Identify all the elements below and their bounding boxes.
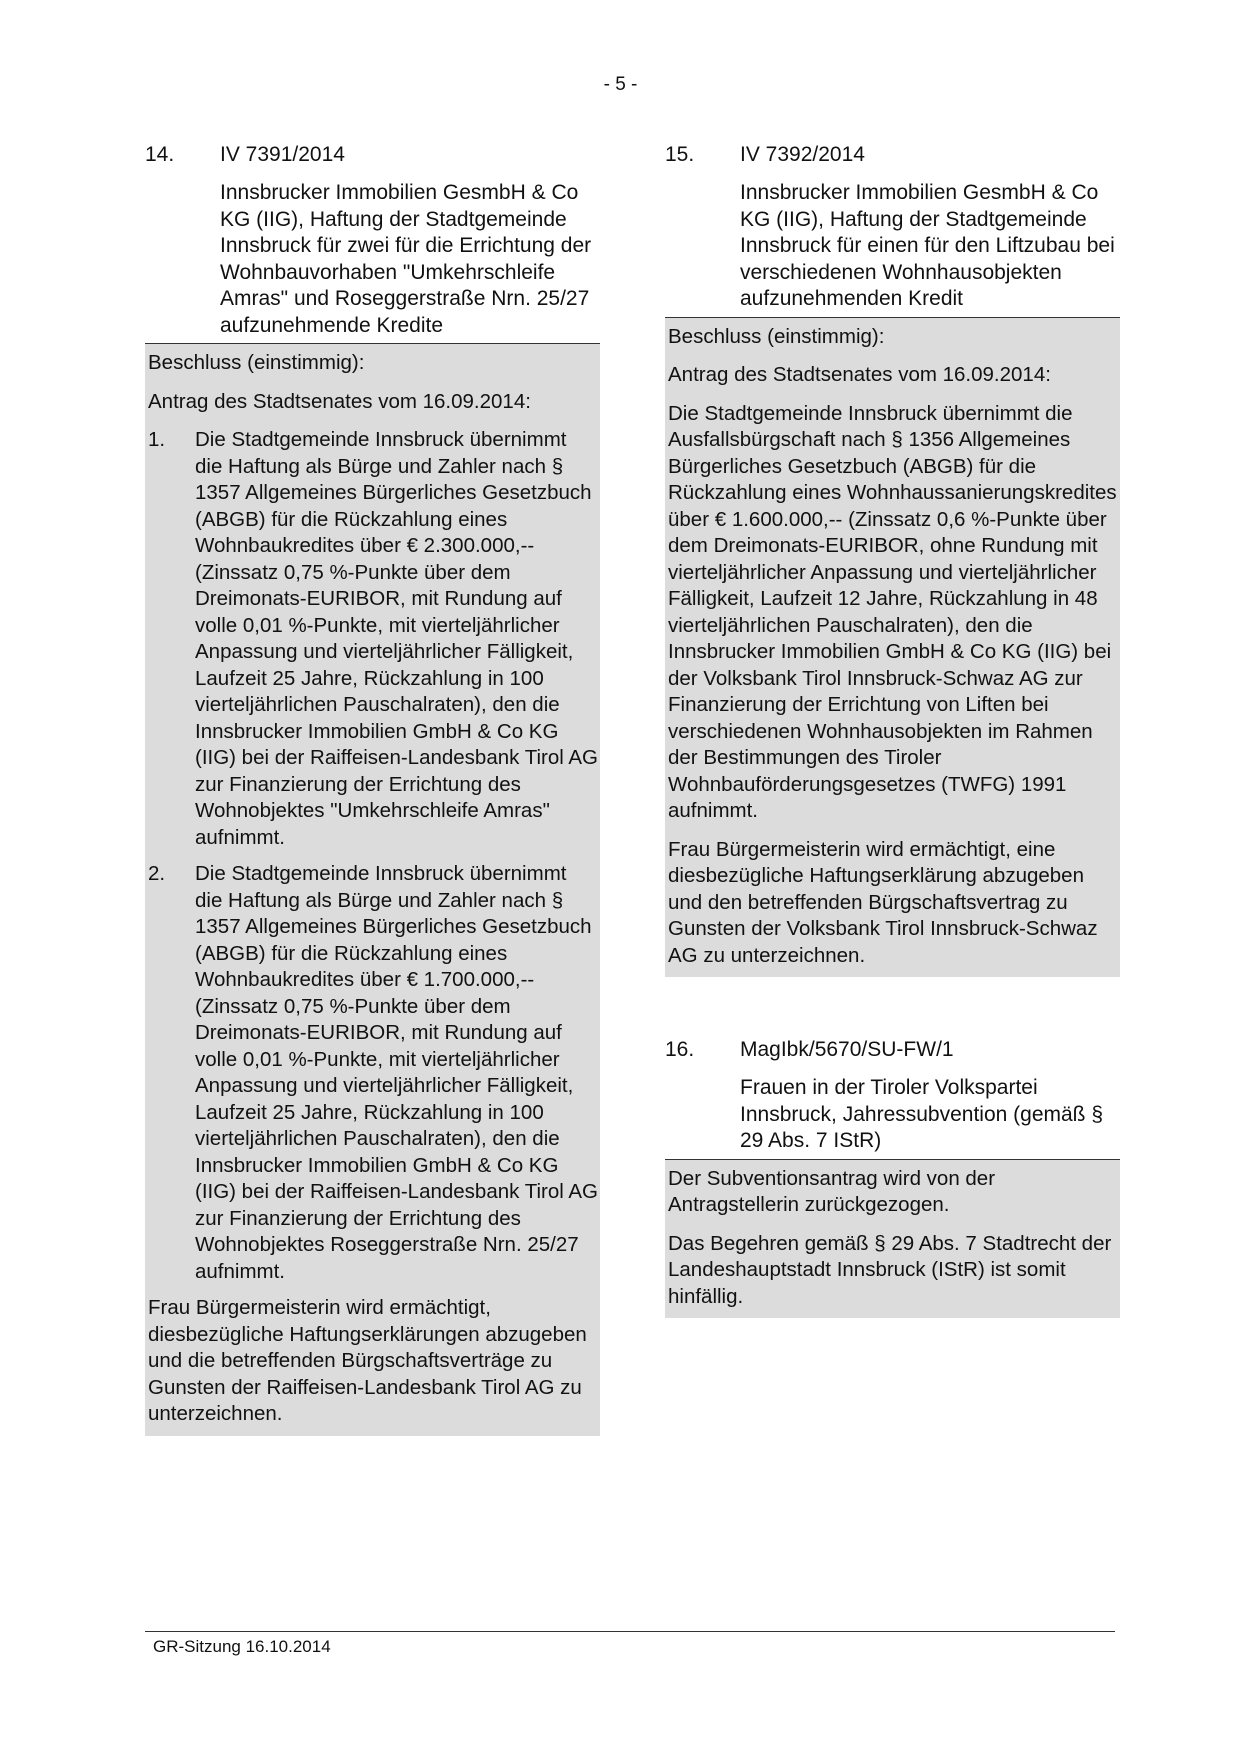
item-15-header xyxy=(665,142,1120,168)
right-column xyxy=(665,142,1120,1318)
closing-text: Frau Bürgermeisterin wird ermächtigt, eine diesbezügliche Haftungserklärung abzugeben und den betreffenden Bürgschaftsvertrag zu Gunsten der Volksbank Tirol Innsbruck-Schwaz AG zu unterzeichnen. xyxy=(668,837,1098,967)
list-number: 2. xyxy=(148,862,166,885)
motion-label: Antrag des Stadtsenates vom 16.09.2014: xyxy=(668,363,1051,386)
item-reference: IV 7391/2014 xyxy=(220,143,345,166)
item-reference: MagIbk/5670/SU-FW/1 xyxy=(740,1038,954,1061)
page-number: - 5 - xyxy=(603,74,638,95)
body-text: Der Subventionsantrag wird von der Antragstellerin zurückgezogen. xyxy=(668,1166,996,1216)
decision-label: Beschluss (einstimmig): xyxy=(148,351,365,374)
body-text: Das Begehren gemäß § 29 Abs. 7 Stadtrecht der Landeshauptstadt Innsbruck (IStR) ist somit hinfällig. xyxy=(668,1231,1112,1308)
motion-label: Antrag des Stadtsenates vom 16.09.2014: xyxy=(148,389,531,413)
item-14-header xyxy=(145,142,600,168)
list-item xyxy=(148,861,598,1285)
footer-text: GR-Sitzung 16.10.2014 xyxy=(153,1637,331,1656)
item-14-subject: Innsbrucker Immobilien GesmbH & Co KG (IIG), Haftung der Stadtgemeinde Innsbruck für zwei für die Errichtung der Wohnbauvorhaben "Umkehrschleife Amras" und Roseggerstraße Nrn. 25/27 aufzunehmende Kredite xyxy=(220,181,592,337)
list-number: 1. xyxy=(148,428,166,451)
item-16-decision-box xyxy=(665,1160,1120,1319)
closing-text: Frau Bürgermeisterin wird ermächtigt, diesbezügliche Haftungserklärungen abzugeben und die betreffenden Bürgschaftsverträge zu Gunsten der Raiffeisen-Landesbank Tirol AG zu unterzeichnen. xyxy=(148,1296,587,1425)
item-16-subject: Frauen in der Tiroler Volkspartei Innsbruck, Jahressubvention (gemäß § 29 Abs. 7 IStR) xyxy=(740,1076,1104,1152)
decision-label: Beschluss (einstimmig): xyxy=(668,324,885,348)
list-text: Die Stadtgemeinde Innsbruck übernimmt die Haftung als Bürge und Zahler nach § 1357 Allgemeines Bürgerliches Gesetzbuch (ABGB) für die Rückzahlung eines Wohnbaukredites über € 2.300.000,-- (Zinssatz 0,75 %-Punkte über dem Dreimonats-EURIBOR, mit Rundung auf volle 0,01 %-Punkte, mit vierteljährlicher Anpassung und vierteljährlicher Fälligkeit, Laufzeit 25 Jahre, Rückzahlung in 100 vierteljährlichen Pauschalraten), den die Innsbrucker Immobilien GmbH & Co KG (IIG) bei der Raiffeisen-Landesbank Tirol AG zur Finanzierung der Errichtung des Wohnobjektes "Umkehrschleife Amras" aufnimmt. xyxy=(195,428,598,849)
list-text: Die Stadtgemeinde Innsbruck übernimmt die Haftung als Bürge und Zahler nach § 1357 Allgemeines Bürgerliches Gesetzbuch (ABGB) für die Rückzahlung eines Wohnbaukredites über € 1.700.000,-- (Zinssatz 0,75 %-Punkte über dem Dreimonats-EURIBOR, mit Rundung auf volle 0,01 %-Punkte, mit vierteljährlicher Anpassung und vierteljährlicher Fälligkeit, Laufzeit 25 Jahre, Rückzahlung in 100 vierteljährlichen Pauschalraten), den die Innsbrucker Immobilien GmbH & Co KG (IIG) bei der Raiffeisen-Landesbank Tirol AG zur Finanzierung der Errichtung des Wohnobjektes Roseggerstraße Nrn. 25/27 aufnimmt. xyxy=(195,862,598,1283)
item-16-header xyxy=(665,1037,1120,1063)
footer xyxy=(145,1631,1115,1657)
item-15-decision-box xyxy=(665,318,1120,978)
item-number: 16. xyxy=(665,1038,695,1061)
item-14-decision-box xyxy=(145,344,600,1436)
item-15-subject: Innsbrucker Immobilien GesmbH & Co KG (IIG), Haftung der Stadtgemeinde Innsbruck für einen für den Liftzubau bei verschiedenen Wohnhausobjekten aufzunehmenden Kredit xyxy=(740,181,1115,310)
item-number: 15. xyxy=(665,143,695,166)
left-column xyxy=(145,142,600,1436)
list-item xyxy=(148,427,598,851)
item-number: 14. xyxy=(145,143,175,166)
item-reference: IV 7392/2014 xyxy=(740,143,865,166)
body-text: Die Stadtgemeinde Innsbruck übernimmt die Ausfallsbürgschaft nach § 1356 Allgemeines Bürgerliches Gesetzbuch (ABGB) für die Rückzahlung eines Wohnhaussanierungskredites über € 1.600.000,-- (Zinssatz 0,6 %-Punkte über dem Dreimonats-EURIBOR, ohne Rundung mit vierteljährlicher Anpassung und vierteljährlicher Fälligkeit, Laufzeit 12 Jahre, Rückzahlung in 48 vierteljährlichen Pauschalraten), den die Innsbrucker Immobilien GmbH & Co KG (IIG) bei der Volksbank Tirol Innsbruck-Schwaz AG zur Finanzierung der Errichtung von Liften bei verschiedenen Wohnhausobjekten im Rahmen der Bestimmungen des Tiroler Wohnbauförderungsgesetzes (TWFG) 1991 aufnimmt. xyxy=(668,401,1117,822)
